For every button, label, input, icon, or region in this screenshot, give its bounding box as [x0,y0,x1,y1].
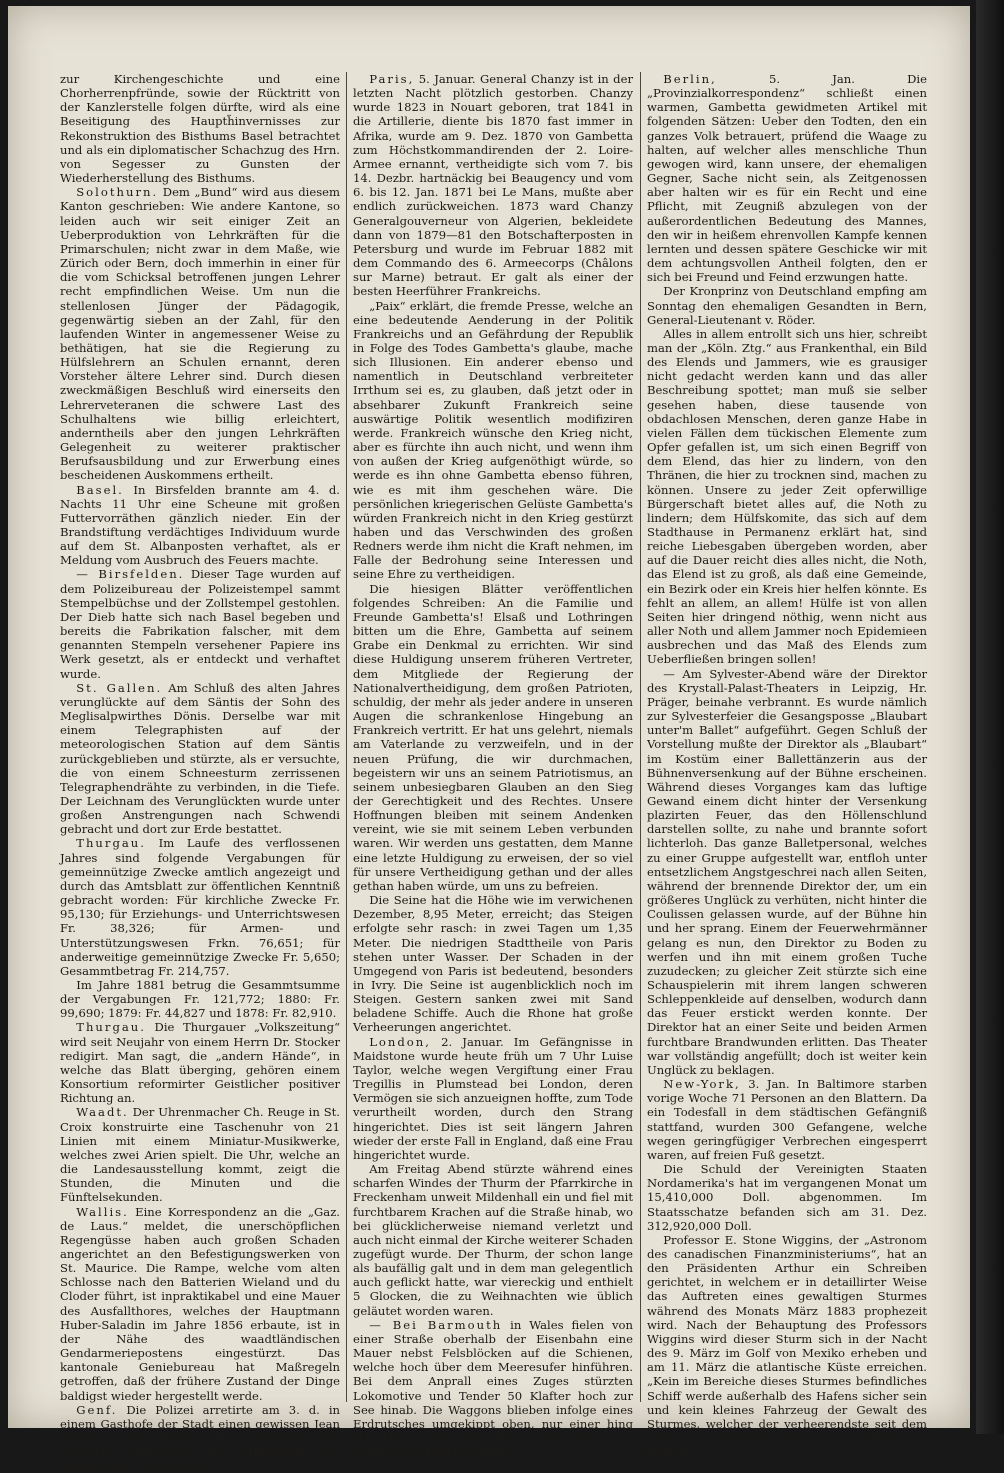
dateline: London, [369,1034,431,1049]
paragraph-text: „Paix“ erklärt, die fremde Presse, welche an eine bedeutende Aenderung in der Politik Frankreichs und an Gefährdung der Republik in Folge des Todes Gambetta's glaube, mache sich Illusionen. Ein anderer ebenso und namentlich in Deutschland verbreiteter Irrthum sei es, zu glauben, daß jetzt oder in absehbarer Zukunft Frankreich seine auswärtige Politik wesentlich modifiziren werde. Frankreich wünsche den Krieg nicht, aber es fürchte ihn auch nicht, und wenn ihm von außen der Krieg aufgenöthigt würde, so werde es ihn ohne Gambetta ebenso führen, wie es mit ihm geschehen wäre. Die persönlichen kriegerischen Gelüste Gambetta's würden Frankreich nicht in den Krieg gestürzt haben und das Verschwinden des großen Redners werde ihm nicht die Kraft nehmen, im Falle der Bedrohung seine Interessen und seine Ehre zu vertheidigen. [353,298,633,582]
dateline: Solothurn. [76,185,159,200]
paragraph-text: Eine Korrespondenz an die „Gaz. de Laus.“ meldet, die unerschöpflichen Regengüsse haben auch großen Schaden angerichtet an den Befestigungswerken von St. Maurice. Die Rampe, welche vom alten Schlosse nach den Batterien Wieland und du Cloder führt, ist inpraktikabel und eine Mauer des Ausfallthores, welches der Hauptmann Huber-Saladin im Jahre 1856 erbaute, ist in der Nähe des waadtländischen Gendarmeriepostens eingestürzt. Das kantonale Geniebureau hat Maßregeln getroffen, daß der frühere Zustand der Dinge baldigst wieder hergestellt werde. [60,1204,340,1403]
article-paragraph [60,978,340,1020]
article-paragraph [60,1205,340,1403]
article-paragraph [60,483,340,568]
article-paragraph [353,1035,633,1162]
article-paragraph [60,681,340,837]
article-paragraph [647,1233,927,1460]
article-paragraph [647,284,927,326]
dateline: Waadt. [76,1105,129,1120]
article-paragraph [60,1020,340,1105]
dateline: St. Gallen. [76,680,163,695]
dateline: New-York, [663,1077,741,1092]
article-paragraph [60,567,340,680]
dateline: Paris, [369,72,415,86]
article-paragraph [647,1077,927,1162]
article-paragraph [353,582,633,893]
paragraph-text: Im Laufe des verflossenen Jahres sind folgende Vergabungen für gemeinnützige Zwecke amtlich angezeigt und durch das Amtsblatt zur öffentlichen Kenntniß gebracht worden: Für kirchliche Zwecke Fr. 95,130; für Erziehungs- und Unterrichtswesen Fr. 38,326; für Armen- und Unterstützungswesen Frkn. 76,651; für anderweitige gemeinnützige Zwecke Fr. 5,650; Gesammtbetrag Fr. 214,757. [60,836,340,978]
paragraph-text: Die Schuld der Vereinigten Staaten Nordamerika's hat im vergangenen Monat um 15,410,000 Doll. abgenommen. Im Staatsschatze befanden sich am 31. Dez. 312,920,000 Doll. [647,1162,927,1233]
article-paragraph [353,893,633,1035]
article-paragraph [353,1318,633,1460]
newspaper-page [8,6,970,1473]
dateline: Genf. [76,1402,118,1417]
article-paragraph [647,327,927,667]
article-columns [60,72,938,1473]
article-paragraph [647,667,927,1078]
article-paragraph [353,1162,633,1318]
paragraph-text: In Birsfelden brannte am 4. d. Nachts 11 Uhr eine Scheune mit großen Futtervorräthen gänzlich nieder. Ein der Brandstiftung verdächtiges Individuum wurde auf dem St. Albanposten verhaftet, als er Meldung vom Ausbruch des Feuers machte. [60,482,340,568]
dateline: — Bei Barmouth [369,1317,503,1332]
paragraph-text: Die hiesigen Blätter veröffentlichen folgendes Schreiben: An die Familie und Freunde Gambetta's! Elsaß und Lothringen bitten um die Ehre, Gambetta auf seinem Grabe ein Denkmal zu errichten. Wir sind diese Huldigung unserem früheren Vertreter, dem Mitgliede der Regierung der Nationalvertheidigung, dem großen Patrioten, schuldig, der mehr als jeder andere in unseren Augen die schrankenlose Hingebung an Frankreich vertritt. Er hat uns gelehrt, niemals am Vaterlande zu verzweifeln, und in der neuen Prüfung, die wir durchmachen, begeistern wir uns an seinem Patriotismus, an seinem unbesiegbaren Glauben an den Sieg der Gerechtigkeit und des Rechtes. Unsere Hoffnungen bleiben mit seinem Andenken vereint, wie sie mit seinem Leben verbunden waren. Wir werden uns gestatten, dem Manne eine letzte Huldigung zu erweisen, der so viel für unsere Vertheidigung gethan und der alles gethan haben würde, um uns zu befreien. [353,581,633,893]
paragraph-text: Der Kronprinz von Deutschland empfing am Sonntag den ehemaligen Gesandten in Bern, General-Lieutenant v. Röder. [647,284,927,327]
dateline: Berlin, [663,72,717,86]
paragraph-text: Die Seine hat die Höhe wie im verwichenen Dezember, 8,95 Meter, erreicht; das Steigen erfolgte sehr rasch: in zwei Tagen um 1,35 Meter. Die niedrigen Stadttheile von Paris stehen unter Wasser. Der Schaden in der Umgegend von Paris ist bedeutend, besonders in Ivry. Die Seine ist augenblicklich noch im Steigen. Gestern sanken zwei mit Sand beladene Schiffe. Auch die Rhone hat große Verheerungen angerichtet. [353,893,633,1035]
dateline: Thurgau. [76,836,146,851]
dateline: — Birsfelden. [76,567,185,582]
column-left [60,72,340,1473]
column-middle [353,72,633,1460]
paragraph-text: Die Polizei arretirte am 3. d. in einem Gasthofe der Stadt einen gewissen Jean Méant, Angestellten der französischen Ostbahn, angeklagt eines Diebstahls im Betrage von Fr. 120,000. [60,1402,340,1473]
paragraph-text: Am Freitag Abend stürzte während eines scharfen Windes der Thurm der Pfarrkirche in Freckenham unweit Mildenhall ein und fiel mit furchtbarem Krachen auf die Straße hinab, wo bei glücklicherweise niemand verletzt und auch nicht einmal der Kirche weiterer Schaden zugefügt wurde. Der Thurm, der schon lange als baufällig galt und in dem man gelegentlich auch geflickt hatte, war viereckig und enthielt 5 Glocken, die zu Weihnachten wie üblich geläutet worden waren. [353,1162,633,1318]
column-divider [346,72,347,1402]
article-paragraph [60,1105,340,1204]
paragraph-text: Dem „Bund“ wird aus diesem Kanton geschrieben: Wie andere Kantone, so leiden auch wir seit einiger Zeit an Ueberproduktion von Lehrkräften für die Primarschulen; nicht zwar in dem Maße, wie Zürich oder Bern, doch immerhin in einer für die vom Schicksal betroffenen jungen Lehrer recht empfindlichen Weise. Um nun die stellenlosen Jünger der Pädagogik, gegenwärtig sieben an der Zahl, für den laufenden Winter in angemessener Weise zu bethätigen, hat sie die Regierung zu Hülfslehrern an Schulen ernannt, deren Vorsteher ältere Lehrer sind. Durch diesen zweckmäßigen Beschluß wird einerseits den Lehrerveteranen die schwere Last des Schulhaltens wie billig erleichtert, anderntheils aber den jungen Lehrkräften Gelegenheit zu weiterer praktischer Berufsausbildung und zur Erwerbung eines bescheidenen Auskommens ertheilt. [60,185,340,483]
dateline: Basel. [76,482,124,497]
paragraph-text: Professor E. Stone Wiggins, der „Astronom des canadischen Finanzministeriums“, hat an den Präsidenten Arthur ein Schreiben gerichtet, in welchem er in detaillirter Weise das Auftreten eines gewaltigen Sturmes während des Monats März 1883 prophezeit wird. Nach der Behauptung des Professors Wiggins wird dieser Sturm sich in der Nacht des 9. März im Golf von Mexiko erheben und am 11. März die atlantische Küste erreichen. „Kein im Bereiche dieses Sturmes befindliches Schiff werde außerhalb des Hafens sicher sein und kein kleines Fahrzeug der Gewalt des Sturmes, welcher der verheerendste seit dem letzten Jahrhundert sein wird, widerstehen können.“ [647,1232,927,1460]
paragraph-text: — Am Sylvester-Abend wäre der Direktor des Krystall-Palast-Theaters in Leipzig, Hr. Präger, beinahe verbrannt. Es wurde nämlich zur Sylvesterfeier die Gesangsposse „Blaubart unter'm Ballet“ aufgeführt. Gegen Schluß der Vorstellung mußte der Direktor als „Blaubart“ im Kostüm einer Ballettänzerin aus der Bühnenversenkung auf der Bühne erscheinen. Während dieses Vorganges kam das luftige Gewand einem dicht hinter der Versenkung plazirten Feuer, das den Höllenschlund darstellen sollte, zu nahe und brannte sofort lichterloh. Das ganze Balletpersonal, welches zu einer Gruppe aufgestellt war, entfloh unter entsetzlichem Angstgeschrei nach allen Seiten, während der brennende Direktor der, um ein größeres Unglück zu verhüten, nicht hinter die Coulissen gelassen wurde, auf der Bühne hin und her sprang. Einem der Feuerwehrmänner gelang es nun, den Direktor zu Boden zu werfen und ihn mit einem großen Tuche zuzudecken; zu gleicher Zeit stürzte sich eine Schauspielerin mit ihrem langen schweren Schleppenkleide auf denselben, wodurch dann das Feuer erstickt werden konnte. Der Direktor hat an einer Seite und beiden Armen furchtbare Brandwunden erlitten. Das Theater war vollständig angefüllt; doch ist weiter kein Unglück zu beklagen. [647,666,927,1077]
paragraph-text: Dieser Tage wurden auf dem Polizeibureau der Polizeistempel sammt Stempelbüchse und der Zollstempel gestohlen. Der Dieb hatte sich nach Basel begeben und bereits die Fabrikation falscher, mit dem genannten Stempeln versehener Papiere ins Werk gesetzt, als er entdeckt und verhaftet wurde. [60,567,340,681]
paragraph-text: in Wales fielen von einer Straße oberhalb der Eisenbahn eine Mauer nebst Felsblöcken auf die Schienen, welche hoch über dem Meeresufer hinführen. Bei dem Anprall eines Zuges stürzten Lokomotive und Tender 50 Klafter hoch zur See hinab. Die Waggons blieben infolge eines Erdrutsches umgekippt oben, nur einer hing schwebend über dem Abhang. Die Passagiere wurden nur leicht verletzt. [353,1317,633,1460]
article-paragraph [353,299,633,582]
paragraph-text: Alles in allem entrollt sich uns hier, schreibt man der „Köln. Ztg.“ aus Frankenthal, ein Bild des Elends und Jammers, wie es grausiger nicht gedacht werden kann und das aller Beschreibung spottet; man muß sie selber gesehen haben, diese tausende von obdachlosen Menschen, deren ganze Habe in vielen Fällen dem tückischen Elemente zum Opfer gefallen ist, um sich einen Begriff von dem Elend, das hier zu lindern, von den Thränen, die hier zu trocknen sind, machen zu können. Unsere zu jeder Zeit opferwillige Bürgerschaft bietet alles auf, die Noth zu lindern; dem Hülfskomite, das sich auf dem Stadthause in Permanenz erklärt hat, sind reiche Liebesgaben übergeben worden, aber auf die Dauer reicht dies alles nicht, die Noth, das Elend ist zu groß, als daß eine Gemeinde, ein Bezirk oder ein Kreis hier helfen könnte. Es fehlt an allem, an allem! Hülfe ist von allen Seiten hier dringend nöthig, wenn nicht aus aller Noth und allem Jammer noch Epidemieen ausbrechen und das Maß des Elends zum Ueberfließen bringen sollen! [647,326,927,667]
paragraph-text: zur Kirchengeschichte und eine Chorherrenpfründe, sowie der Rücktritt von der Kanzlerstelle folgen dürfte, wird als eine Beseitigung des Hauptḧinvernisses zur Rekonstruktion des Bisthums Basel betrachtet und als ein diplomatischer Schachzug des Hrn. von Segesser zu Gunsten der Wiederherstellung des Bisthums. [60,72,340,186]
paragraph-text: Im Jahre 1881 betrug die Gesammtsumme der Vergabungen Fr. 121,772; 1880: Fr. 99,690; 1879: Fr. 44,827 und 1878: Fr. 82,910. [60,978,340,1021]
paragraph-text: Am Schluß des alten Jahres verunglückte auf dem Säntis der Sohn des Meglisalpwirthes Dönis. Derselbe war mit einem Telegraphisten auf der meteorologischen Station auf dem Säntis zurückgeblieben und stürzte, als er versuchte, die von einem Schneesturm zerrissenen Telegraphendrähte zu verbinden, in die Tiefe. Der Leichnam des Verunglückten wurde unter großen Anstrengungen nach Schwendi gebracht und dort zur Erde bestattet. [60,680,340,837]
paragraph-text: Die Thurgauer „Volkszeitung“ wird seit Neujahr von einem Herrn Dr. Stocker redigirt. Man sagt, die „andern Hände“, in welche das Blatt überging, gehören einem Konsortium reformirter Geistlicher positiver Richtung an. [60,1020,340,1106]
article-paragraph [647,1162,927,1233]
paragraph-text: 5. Januar. General Chanzy ist in der letzten Nacht plötzlich gestorben. Chanzy wurde 1823 in Nouart geboren, trat 1841 in die Artillerie, diente bis 1870 fast immer in Afrika, wurde am 9. Dez. 1870 von Gambetta zum Höchstkommandirenden der 2. Loire-Armee ernannt, vertheidigte sich vom 7. bis 14. Dezbr. hartnäckig bei Beaugency und vom 6. bis 12. Jan. 1871 bei Le Mans, mußte aber endlich zurückweichen. 1873 ward Chanzy Generalgouverneur von Algerien, bekleidete dann von 1879—81 den Botschafterposten in Petersburg und wurde im Februar 1882 mit dem Commando des 6. Armeecorps (Châlons sur Marne) betraut. Er galt als einer der besten Heerführer Frankreichs. [353,72,633,299]
paragraph-text: 2. Januar. Im Gefängnisse in Maidstone wurde heute früh um 7 Uhr Luise Taylor, welche wegen Vergiftung einer Frau Tregillis in Plumstead bei London, deren Vermögen sie sich anzueignen hoffte, zum Tode verurtheilt worden, durch den Strang hingerichtet. Dies ist seit längern Jahren wieder der erste Fall in England, daß eine Frau hingerichtet wurde. [353,1034,633,1162]
column-right [647,72,927,1460]
paragraph-text: 3. Jan. In Baltimore starben vorige Woche 71 Personen an den Blattern. Da ein Todesfall in dem städtischen Gefängniß stattfand, wurden 300 Gefangene, welche wegen geringfügiger Verbrechen eingesperrt waren, auf freien Fuß gesetzt. [647,1077,927,1162]
column-divider [640,72,641,1402]
scan-border [976,0,1004,1434]
article-paragraph [60,185,340,482]
article-paragraph [60,72,340,185]
article-paragraph [353,72,633,299]
dateline: Thurgau. [76,1020,146,1035]
article-paragraph [60,836,340,978]
paragraph-text: 5. Jan. Die „Provinzialkorrespondenz“ schließt einen warmen, Gambetta gewidmeten Artikel mit folgenden Sätzen: Ueber den Todten, den ein ganzes Volk betrauert, prüfend die Waage zu halten, auf welcher alles menschliche Thun gewogen wird, kann unsere, der ehemaligen Gegner, Sache nicht sein, als Zeitgenossen aber halten wir es für ein Recht und eine Pflicht, mit Zeugniß abzulegen von der außerordentlichen Bedeutung des Mannes, den wir in heißem ehrenvollen Kampfe kennen lernten und dessen spätere Geschicke wir mit dem achtungsvollen Antheil folgten, den er sich bei Freund und Feind erzwungen hatte. [647,72,927,285]
paragraph-text: Der Uhrenmacher Ch. Reuge in St. Croix konstruirte eine Taschenuhr von 21 Linien mit einem Miniatur-Musikwerke, welches zwei Arien spielt. Die Uhr, welche an die Landesausstellung kommt, zeigt die Stunden, die Minuten und die Fünftelsekunden. [60,1105,340,1205]
article-paragraph [60,1403,340,1473]
dateline: Wallis. [76,1204,129,1219]
article-paragraph [647,72,927,284]
